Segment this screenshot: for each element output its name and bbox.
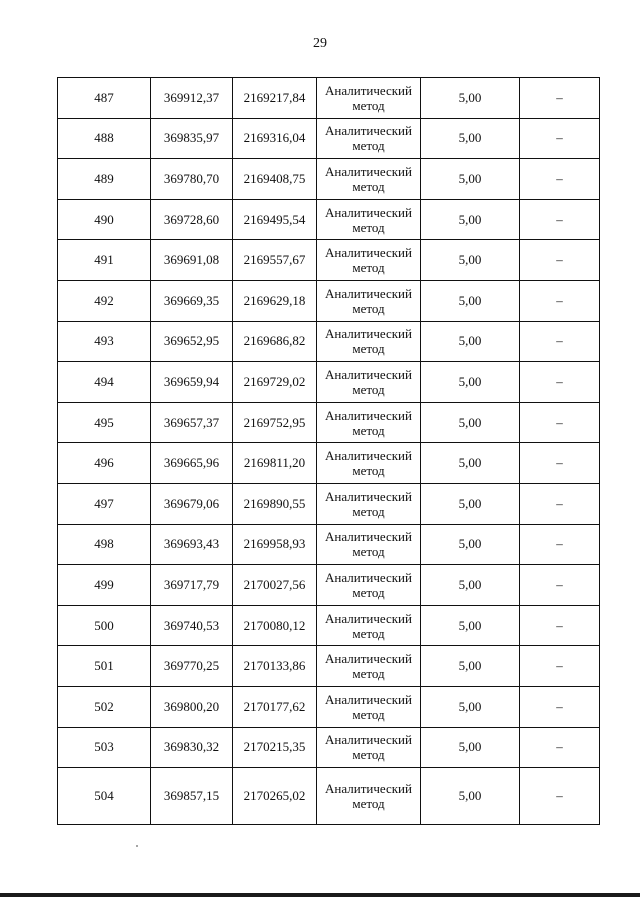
y-coordinate-cell: 2170215,35 (233, 727, 317, 768)
x-coordinate-cell: 369857,15 (151, 768, 233, 825)
table-row (58, 118, 600, 159)
x-coordinate-cell: 369740,53 (151, 605, 233, 646)
y-coordinate-cell: 2170133,86 (233, 646, 317, 687)
point-number-cell: 497 (58, 483, 151, 524)
method-line-1: Аналитический (325, 448, 412, 464)
x-coordinate-cell: 369659,94 (151, 362, 233, 403)
note-cell: – (520, 118, 600, 159)
note-cell: – (520, 443, 600, 484)
note-cell: – (520, 78, 600, 119)
method-line-2: метод (352, 747, 385, 763)
y-coordinate-cell: 2170080,12 (233, 605, 317, 646)
table-row (58, 524, 600, 565)
table-row (58, 483, 600, 524)
note-cell: – (520, 362, 600, 403)
accuracy-cell: 5,00 (421, 768, 520, 825)
method-line-1: Аналитический (325, 366, 412, 382)
accuracy-cell: 5,00 (421, 78, 520, 119)
accuracy-cell: 5,00 (421, 565, 520, 606)
method-line-1: Аналитический (325, 781, 412, 797)
y-coordinate-cell: 2170027,56 (233, 565, 317, 606)
note-cell: – (520, 646, 600, 687)
method-cell (317, 524, 421, 565)
note-cell: – (520, 686, 600, 727)
y-coordinate-cell: 2169217,84 (233, 78, 317, 119)
table-row (58, 686, 600, 727)
method-line-2: метод (352, 138, 385, 154)
x-coordinate-cell: 369665,96 (151, 443, 233, 484)
table-row (58, 280, 600, 321)
x-coordinate-cell: 369800,20 (151, 686, 233, 727)
method-line-2: метод (352, 219, 385, 235)
table-row (58, 565, 600, 606)
x-coordinate-cell: 369780,70 (151, 159, 233, 200)
accuracy-cell: 5,00 (421, 159, 520, 200)
accuracy-cell: 5,00 (421, 362, 520, 403)
method-cell (317, 321, 421, 362)
point-number-cell: 488 (58, 118, 151, 159)
method-line-1: Аналитический (325, 407, 412, 423)
method-line-2: метод (352, 584, 385, 600)
y-coordinate-cell: 2169408,75 (233, 159, 317, 200)
accuracy-cell: 5,00 (421, 605, 520, 646)
table-row (58, 159, 600, 200)
method-line-1: Аналитический (325, 488, 412, 504)
x-coordinate-cell: 369691,08 (151, 240, 233, 281)
note-cell: – (520, 321, 600, 362)
method-line-1: Аналитический (325, 245, 412, 261)
method-line-1: Аналитический (325, 651, 412, 667)
method-cell (317, 727, 421, 768)
table-row (58, 727, 600, 768)
y-coordinate-cell: 2169958,93 (233, 524, 317, 565)
method-line-1: Аналитический (325, 569, 412, 585)
scan-edge (0, 893, 640, 897)
point-number-cell: 491 (58, 240, 151, 281)
method-line-1: Аналитический (325, 82, 412, 98)
method-cell (317, 159, 421, 200)
method-cell (317, 362, 421, 403)
x-coordinate-cell: 369679,06 (151, 483, 233, 524)
point-number-cell: 492 (58, 280, 151, 321)
note-cell: – (520, 280, 600, 321)
accuracy-cell: 5,00 (421, 686, 520, 727)
accuracy-cell: 5,00 (421, 727, 520, 768)
note-cell: – (520, 240, 600, 281)
note-cell: – (520, 605, 600, 646)
method-line-1: Аналитический (325, 285, 412, 301)
method-cell (317, 402, 421, 443)
page-number: 29 (313, 36, 327, 51)
point-number-cell: 494 (58, 362, 151, 403)
y-coordinate-cell: 2169811,20 (233, 443, 317, 484)
point-number-cell: 504 (58, 768, 151, 825)
method-cell (317, 686, 421, 727)
table-row (58, 240, 600, 281)
x-coordinate-cell: 369912,37 (151, 78, 233, 119)
method-line-2: метод (352, 544, 385, 560)
note-cell: – (520, 483, 600, 524)
accuracy-cell: 5,00 (421, 240, 520, 281)
method-cell (317, 605, 421, 646)
y-coordinate-cell: 2169686,82 (233, 321, 317, 362)
method-line-2: метод (352, 300, 385, 316)
table-row (58, 605, 600, 646)
x-coordinate-cell: 369728,60 (151, 199, 233, 240)
scan-speck (136, 845, 138, 847)
method-cell (317, 118, 421, 159)
method-line-2: метод (352, 503, 385, 519)
y-coordinate-cell: 2169557,67 (233, 240, 317, 281)
method-cell (317, 768, 421, 825)
accuracy-cell: 5,00 (421, 646, 520, 687)
point-number-cell: 490 (58, 199, 151, 240)
point-number-cell: 499 (58, 565, 151, 606)
note-cell: – (520, 199, 600, 240)
note-cell: – (520, 524, 600, 565)
x-coordinate-cell: 369693,43 (151, 524, 233, 565)
method-line-1: Аналитический (325, 610, 412, 626)
x-coordinate-cell: 369669,35 (151, 280, 233, 321)
note-cell: – (520, 768, 600, 825)
point-number-cell: 489 (58, 159, 151, 200)
coordinates-table (57, 77, 600, 825)
x-coordinate-cell: 369657,37 (151, 402, 233, 443)
point-number-cell: 496 (58, 443, 151, 484)
method-line-1: Аналитический (325, 691, 412, 707)
method-line-2: метод (352, 341, 385, 357)
method-cell (317, 565, 421, 606)
method-cell (317, 483, 421, 524)
table-row (58, 362, 600, 403)
note-cell: – (520, 565, 600, 606)
method-line-2: метод (352, 796, 385, 812)
method-line-1: Аналитический (325, 529, 412, 545)
y-coordinate-cell: 2169890,55 (233, 483, 317, 524)
accuracy-cell: 5,00 (421, 483, 520, 524)
method-line-2: метод (352, 97, 385, 113)
note-cell: – (520, 402, 600, 443)
y-coordinate-cell: 2169316,04 (233, 118, 317, 159)
method-line-2: метод (352, 178, 385, 194)
x-coordinate-cell: 369652,95 (151, 321, 233, 362)
x-coordinate-cell: 369717,79 (151, 565, 233, 606)
accuracy-cell: 5,00 (421, 443, 520, 484)
x-coordinate-cell: 369770,25 (151, 646, 233, 687)
method-line-1: Аналитический (325, 204, 412, 220)
y-coordinate-cell: 2169729,02 (233, 362, 317, 403)
y-coordinate-cell: 2170177,62 (233, 686, 317, 727)
x-coordinate-cell: 369830,32 (151, 727, 233, 768)
method-line-2: метод (352, 260, 385, 276)
method-line-2: метод (352, 422, 385, 438)
table-row (58, 199, 600, 240)
method-line-1: Аналитический (325, 732, 412, 748)
method-line-1: Аналитический (325, 163, 412, 179)
method-cell (317, 443, 421, 484)
table-row (58, 402, 600, 443)
method-line-1: Аналитический (325, 326, 412, 342)
method-cell (317, 199, 421, 240)
table-row (58, 443, 600, 484)
method-line-1: Аналитический (325, 123, 412, 139)
method-line-2: метод (352, 381, 385, 397)
method-line-2: метод (352, 625, 385, 641)
point-number-cell: 501 (58, 646, 151, 687)
point-number-cell: 493 (58, 321, 151, 362)
table-row (58, 321, 600, 362)
accuracy-cell: 5,00 (421, 280, 520, 321)
table-row (58, 78, 600, 119)
accuracy-cell: 5,00 (421, 199, 520, 240)
table-row (58, 646, 600, 687)
table-row (58, 768, 600, 825)
y-coordinate-cell: 2169752,95 (233, 402, 317, 443)
method-line-2: метод (352, 463, 385, 479)
point-number-cell: 487 (58, 78, 151, 119)
point-number-cell: 500 (58, 605, 151, 646)
accuracy-cell: 5,00 (421, 321, 520, 362)
method-line-2: метод (352, 666, 385, 682)
method-cell (317, 280, 421, 321)
point-number-cell: 502 (58, 686, 151, 727)
method-cell (317, 646, 421, 687)
y-coordinate-cell: 2169495,54 (233, 199, 317, 240)
point-number-cell: 498 (58, 524, 151, 565)
accuracy-cell: 5,00 (421, 402, 520, 443)
y-coordinate-cell: 2169629,18 (233, 280, 317, 321)
y-coordinate-cell: 2170265,02 (233, 768, 317, 825)
method-line-2: метод (352, 706, 385, 722)
table-body (58, 78, 600, 825)
note-cell: – (520, 159, 600, 200)
method-cell (317, 78, 421, 119)
point-number-cell: 503 (58, 727, 151, 768)
method-cell (317, 240, 421, 281)
x-coordinate-cell: 369835,97 (151, 118, 233, 159)
note-cell: – (520, 727, 600, 768)
accuracy-cell: 5,00 (421, 118, 520, 159)
accuracy-cell: 5,00 (421, 524, 520, 565)
point-number-cell: 495 (58, 402, 151, 443)
